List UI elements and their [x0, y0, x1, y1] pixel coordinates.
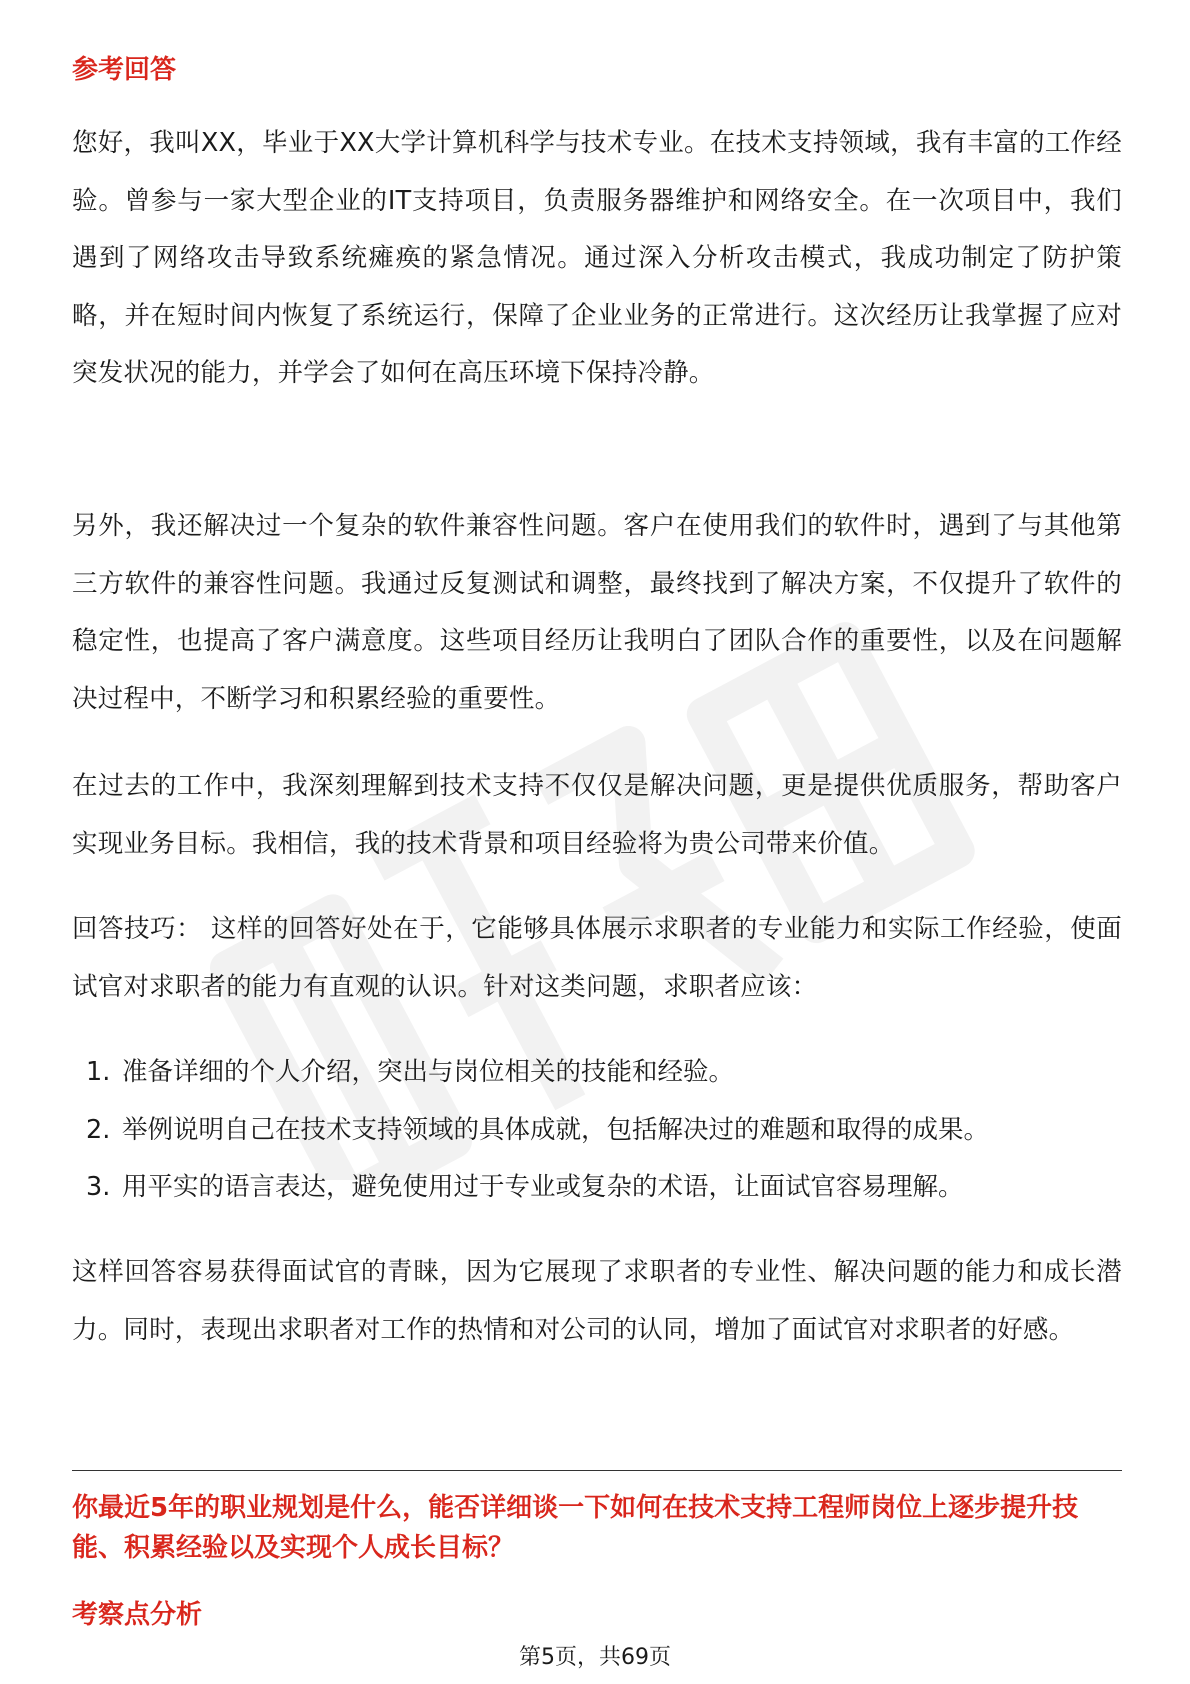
tips-list: [86, 1044, 1122, 1217]
list-item-number: 2.: [86, 1114, 111, 1145]
list-item-text: 用平实的语言表达，避免使用过于专业或复杂的术语，让面试官容易理解。: [122, 1172, 964, 1202]
summary-paragraph: 这样回答容易获得面试官的青睐，因为它展现了求职者的专业性、解决问题的能力和成长潜力。同时，表现出求职者对工作的热情和对公司的认同，增加了面试官对求职者的好感。: [72, 1257, 1122, 1345]
list-item-number: 3.: [86, 1172, 111, 1202]
list-item: [86, 1102, 1122, 1160]
list-item-text: 准备详细的个人介绍，突出与岗位相关的技能和经验。: [122, 1057, 735, 1087]
list-item: [86, 1044, 1122, 1102]
answer-tips-paragraph: 回答技巧： 这样的回答好处在于，它能够具体展示求职者的专业能力和实际工作经验，使面试官对求职者的能力有直观的认识。针对这类问题，求职者应该：: [72, 914, 1122, 1002]
reference-answer-heading: 参考回答: [72, 55, 177, 85]
list-item-number: 1.: [86, 1057, 111, 1087]
answer-paragraph-1: 您好，我叫XX，毕业于XX大学计算机科学与技术专业。在技术支持领域，我有丰富的工作经验。曾参与一家大型企业的IT支持项目，负责服务器维护和网络安全。在一次项目中，我们遇到了网络攻击导致系统瘫痪的紧急情况。通过深入分析攻击模式，我成功制定了防护策略，并在短时间内恢复了系统运行，保障了企业业务的正常进行。这次经历让我掌握了应对突发状况的能力，并学会了如何在高压环境下保持冷静。: [72, 128, 1122, 388]
answer-paragraph-2: 另外，我还解决过一个复杂的软件兼容性问题。客户在使用我们的软件时，遇到了与其他第三方软件的兼容性问题。我通过反复测试和调整，最终找到了解决方案，不仅提升了软件的稳定性，也提高了客户满意度。这些项目经历让我明白了团队合作的重要性，以及在问题解决过程中，不断学习和积累经验的重要性。: [72, 511, 1122, 714]
list-item: [86, 1159, 1122, 1217]
section-divider: [72, 1470, 1122, 1471]
analysis-heading: 考察点分析: [72, 1600, 203, 1630]
next-question-heading: 你最近5年的职业规划是什么，能否详细谈一下如何在技术支持工程师岗位上逐步提升技能、积累经验以及实现个人成长目标？: [72, 1493, 1079, 1563]
list-item-text: 举例说明自己在技术支持领域的具体成就，包括解决过的难题和取得的成果。: [122, 1114, 990, 1145]
page-number-footer: 第5页，共69页: [519, 1645, 671, 1670]
answer-paragraph-3: 在过去的工作中，我深刻理解到技术支持不仅仅是解决问题，更是提供优质服务，帮助客户实现业务目标。我相信，我的技术背景和项目经验将为贵公司带来价值。: [72, 771, 1122, 859]
